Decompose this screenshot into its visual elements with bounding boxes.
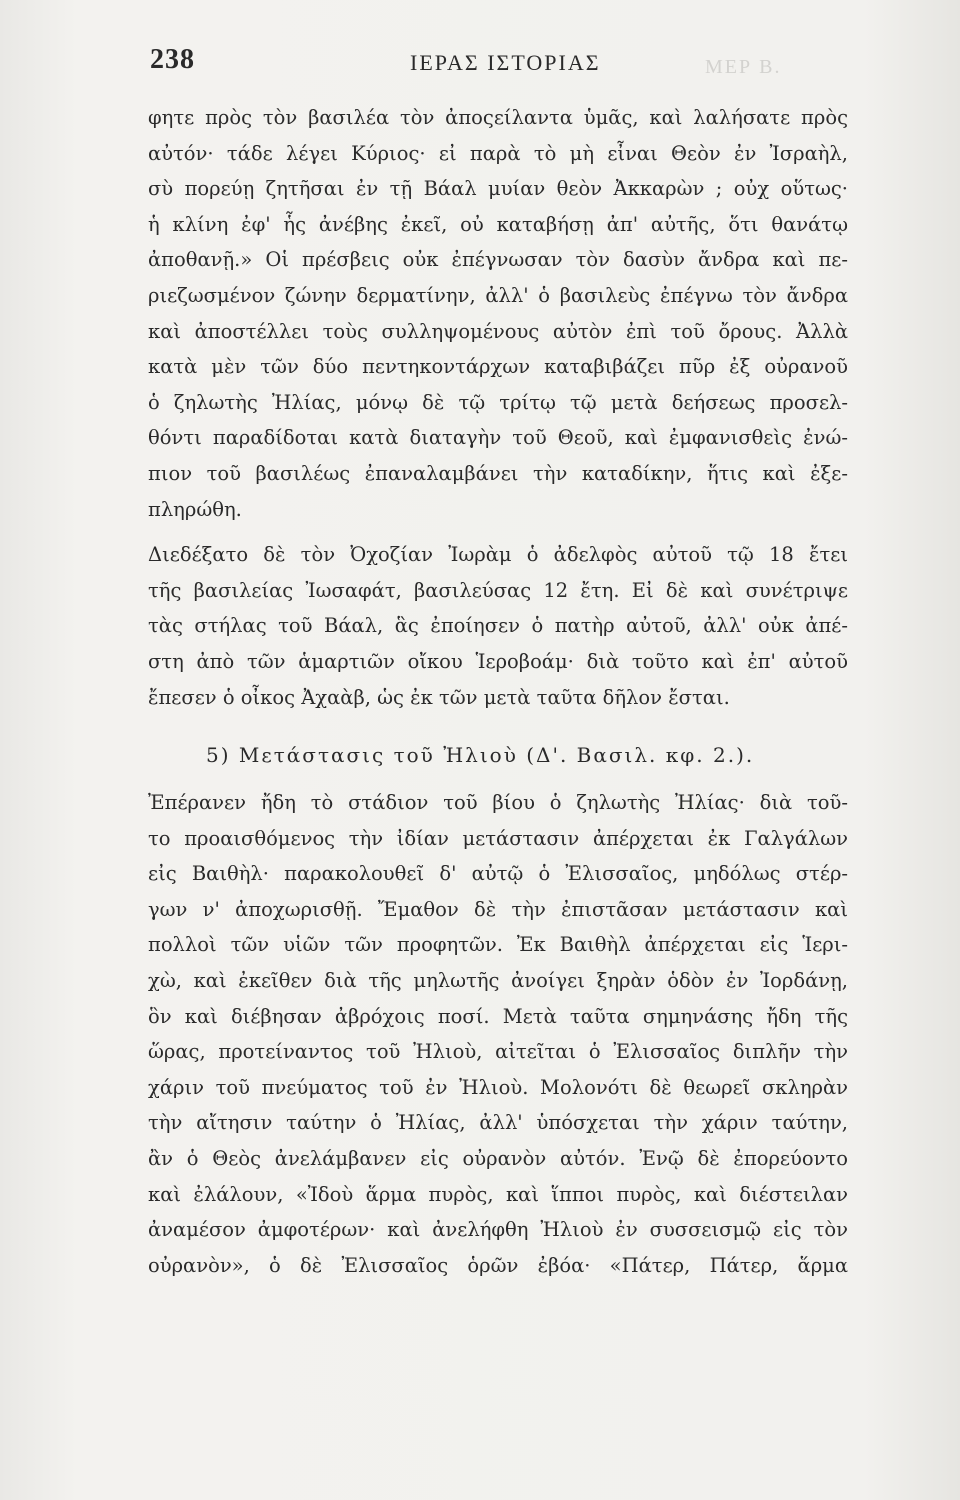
text-line: πιον τοῦ βασιλέως ἐπαναλαμβάνει τὴν καταδίκην, ἥτις καὶ ἐξε-: [148, 461, 848, 485]
text-line: τὰς στήλας τοῦ Βάαλ, ἃς ἐποίησεν ὁ πατὴρ αὐτοῦ, ἀλλ' οὐκ ἀπέ-: [148, 614, 848, 638]
text-line: ἂν ὁ Θεὸς ἀνελάμβανεν εἰς οὐρανὸν αὐτόν. Ἐνῷ δὲ ἐπορεύοντο: [148, 1147, 848, 1171]
text-line: ὥρας, προτείναντος τοῦ Ἠλιοὺ, αἰτεῖται ὁ Ἐλισσαῖος διπλῆν τὴν: [148, 1040, 848, 1064]
text-line: χὼ, καὶ ἐκεῖθεν διὰ τῆς μηλωτῆς ἀνοίγει ξηρὰν ὁδὸν ἐν Ἰορδάνῃ,: [148, 969, 848, 993]
paragraph-2: [148, 537, 848, 715]
text-line: τὴν αἴτησιν ταύτην ὁ Ἠλίας, ἀλλ' ὑπόσχεται τὴν χάριν ταύτην,: [148, 1111, 848, 1135]
text-line: Ἐπέρανεν ἤδη τὸ στάδιον τοῦ βίου ὁ ζηλωτὴς Ἠλίας· διὰ τοῦ-: [148, 791, 848, 815]
body-text: [148, 100, 848, 1283]
text-line: πολλοὶ τῶν υἱῶν τῶν προφητῶν. Ἐκ Βαιθὴλ ἀπέρχεται εἰς Ἱερι-: [148, 933, 848, 957]
text-line: πληρώθη.: [148, 497, 242, 521]
text-line: θόντι παραδίδοται κατὰ διαταγὴν τοῦ Θεοῦ, καὶ ἐμφανισθεὶς ἐνώ-: [148, 426, 848, 450]
text-line: Διεδέξατο δὲ τὸν Ὀχοζίαν Ἰωρὰμ ὁ ἀδελφὸς αὐτοῦ τῷ 18 ἔτει: [148, 543, 848, 567]
text-line: σὺ πορεύῃ ζητῆσαι ἐν τῇ Βάαλ μυίαν θεὸν Ἀκκαρὼν ; οὐχ οὕτως·: [148, 177, 848, 201]
text-line: γων ν' ἀποχωρισθῇ. Ἔμαθον δὲ τὴν ἐπιστᾶσαν μετάστασιν καὶ: [148, 897, 848, 921]
text-line: κατὰ μὲν τῶν δύο πεντηκοντάρχων καταβιβάζει πῦρ ἐξ οὐρανοῦ: [148, 355, 848, 379]
text-line: εἰς Βαιθὴλ· παρακολουθεῖ δ' αὐτῷ ὁ Ἐλισσαῖος, μηδόλως στέρ-: [148, 862, 848, 886]
text-line: ὃν καὶ διέβησαν ἀβρόχοις ποσί. Μετὰ ταῦτα σημηνάσης ἤδη τῆς: [148, 1004, 848, 1028]
text-line: ἀποθανῇ.» Οἱ πρέσβεις οὐκ ἐπέγνωσαν τὸν δασὺν ἄνδρα καὶ πε-: [148, 248, 848, 272]
text-line: καὶ ἀποστέλλει τοὺς συλληψομένους αὐτὸν ἐπὶ τοῦ ὄρους. Ἀλλὰ: [148, 319, 848, 343]
text-line: ἡ κλίνη ἐφ' ἧς ἀνέβης ἐκεῖ, οὐ καταβήσῃ ἀπ' αὐτῆς, ὅτι θανάτῳ: [148, 212, 848, 236]
paragraph-1: [148, 100, 848, 527]
text-line: στη ἀπὸ τῶν ἁμαρτιῶν οἴκου Ἱεροβοάμ· διὰ τοῦτο καὶ ἐπ' αὐτοῦ: [148, 649, 848, 673]
running-title: ΙΕΡΑΣ ΙΣΤΟΡΙΑΣ: [410, 50, 601, 75]
bleed-through-text: ΜΕΡ Β.: [705, 56, 782, 78]
text-line: φητε πρὸς τὸν βασιλέα τὸν ἀποςείλαντα ὑμᾶς, καὶ λαλήσατε πρὸς: [148, 106, 848, 129]
text-line: το προαισθόμενος τὴν ἰδίαν μετάστασιν ἀπέρχεται ἐκ Γαλγάλων: [148, 826, 848, 850]
text-line: ὁ ζηλωτὴς Ἠλίας, μόνῳ δὲ τῷ τρίτῳ τῷ μετὰ δεήσεως προσελ-: [148, 390, 848, 414]
text-line: καὶ ἐλάλουν, «Ἰδοὺ ἅρμα πυρὸς, καὶ ἵπποι πυρὸς, καὶ διέστειλαν: [148, 1182, 848, 1206]
section-heading: 5) Μετάστασις τοῦ Ἠλιοὺ (Δ'. Βασιλ. κφ. 2.).: [206, 743, 755, 768]
page-number: 238: [150, 44, 195, 75]
text-line: ριεζωσμένον ζώνην δερματίνην, ἀλλ' ὁ βασιλεὺς ἐπέγνω τὸν ἄνδρα: [148, 283, 848, 307]
text-line: αὐτόν· τάδε λέγει Κύριος· εἰ παρὰ τὸ μὴ εἶναι Θεὸν ἐν Ἰσραὴλ,: [148, 141, 848, 165]
text-line: ἔπεσεν ὁ οἶκος Ἀχαὰβ, ὡς ἐκ τῶν μετὰ ταῦτα δῆλον ἔσται.: [148, 685, 730, 709]
text-line: ἀναμέσον ἀμφοτέρων· καὶ ἀνελήφθη Ἠλιοὺ ἐν συσσεισμῷ εἰς τὸν: [148, 1218, 848, 1242]
text-line: τῆς βασιλείας Ἰωσαφάτ, βασιλεύσας 12 ἔτη. Εἰ δὲ καὶ συνέτριψε: [148, 578, 848, 602]
paragraph-3: [148, 785, 848, 1283]
text-line: χάριν τοῦ πνεύματος τοῦ ἐν Ἠλιοὺ. Μολονότι δὲ θεωρεῖ σκληρὰν: [148, 1075, 848, 1099]
text-line: οὐρανὸν», ὁ δὲ Ἐλισσαῖος ὁρῶν ἐβόα· «Πάτερ, Πάτερ, ἅρμα: [148, 1253, 848, 1277]
